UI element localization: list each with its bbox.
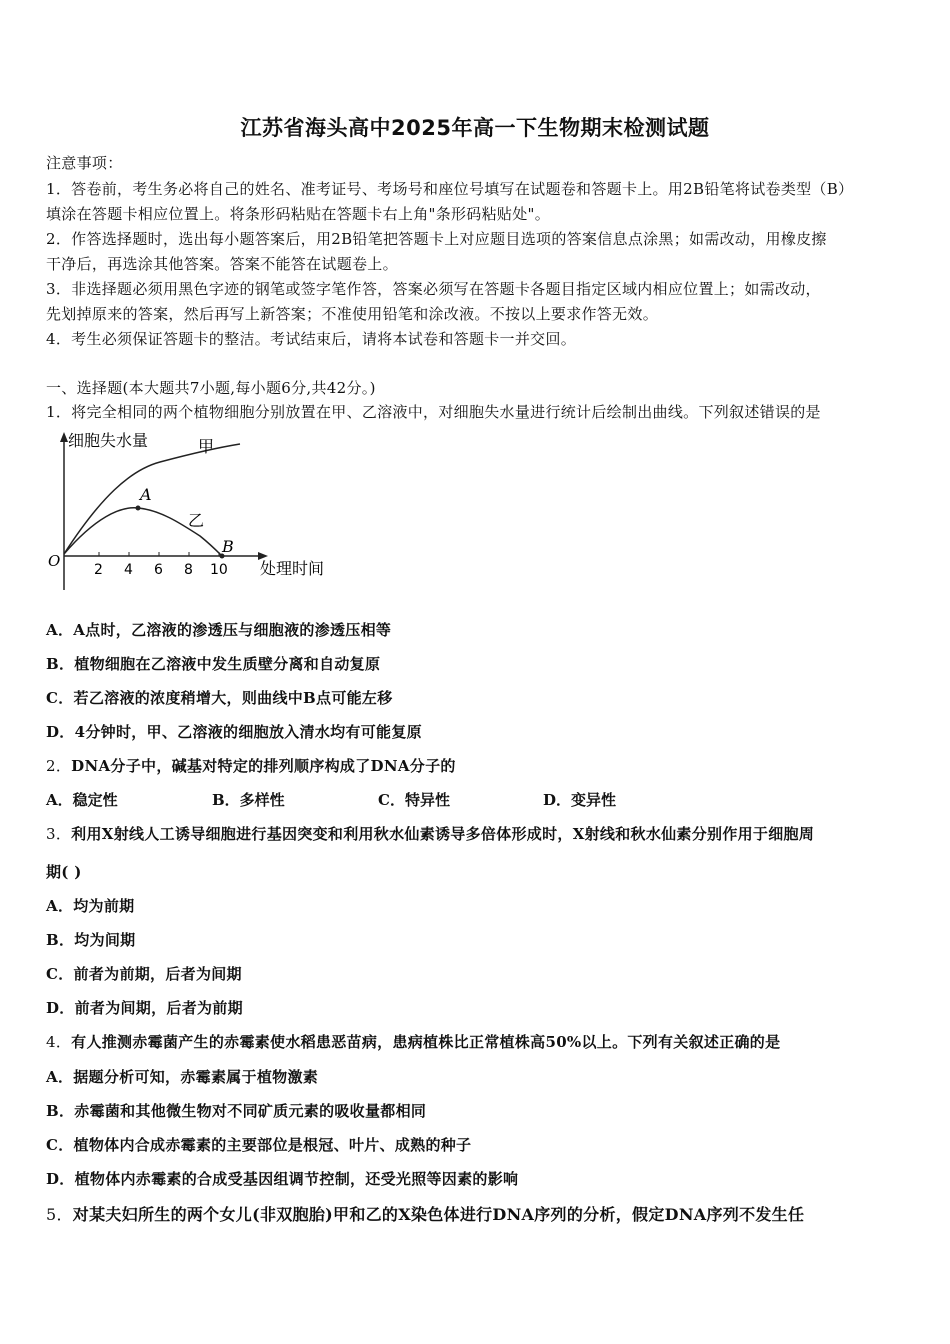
tick-label: 4 <box>124 562 133 578</box>
notice-line: 填涂在答题卡相应位置上。将条形码粘贴在答题卡右上角"条形码粘贴处"。 <box>46 205 551 223</box>
question-1-option-b: B．植物细胞在乙溶液中发生质壁分离和自动复原 <box>46 655 381 673</box>
point-a-label: A <box>140 485 152 504</box>
question-1-stem <box>46 401 821 422</box>
notice-line: 1．答卷前，考生务必将自己的姓名、准考证号、考场号和座位号填写在试题卷和答题卡上。用2B铅笔将试卷类型（B） <box>46 180 854 198</box>
question-5-stem <box>46 1202 804 1225</box>
question-text: 有人推测赤霉菌产生的赤霉素使水稻患恶苗病，患病植株比正常植株高50%以上。下列有关叙述正确的是 <box>71 1033 781 1051</box>
tick-label: 2 <box>94 562 103 578</box>
question-text: 利用X射线人工诱导细胞进行基因突变和利用秋水仙素诱导多倍体形成时，X射线和秋水仙素分别作用于细胞周 <box>71 825 815 843</box>
question-4-stem <box>46 1031 780 1052</box>
question-2-stem <box>46 755 456 776</box>
question-text: DNA分子中，碱基对特定的排列顺序构成了DNA分子的 <box>71 757 456 775</box>
notice-line: 干净后，再选涂其他答案。答案不能答在试题卷上。 <box>46 255 398 273</box>
section-heading: 一、选择题(本大题共7小题,每小题6分,共42分。) <box>46 379 376 397</box>
question-3-option-c: C．前者为前期，后者为间期 <box>46 965 242 983</box>
question-4-option-a: A．据题分析可知，赤霉素属于植物激素 <box>46 1068 319 1086</box>
question-2-option-b: B．多样性 <box>212 791 285 809</box>
tick-label: 8 <box>184 562 193 578</box>
point-a-marker <box>136 506 141 511</box>
tick-label: 6 <box>154 562 163 578</box>
question-3-stem-continued: 期( ) <box>46 863 82 881</box>
notice-line: 3．非选择题必须用黑色字迹的钢笔或签字笔作答，答案必须写在答题卡各题目指定区域内相应位置上；如需改动， <box>46 280 821 298</box>
question-number: 3． <box>46 825 72 843</box>
curve-jia-label: 甲 <box>198 437 215 456</box>
question-4-option-d: D．植物体内赤霉素的合成受基因组调节控制，还受光照等因素的影响 <box>46 1170 519 1188</box>
question-2-option-d: D．变异性 <box>543 791 617 809</box>
notice-line: 先划掉原来的答案，然后再写上新答案；不准使用铅笔和涂改液。不按以上要求作答无效。 <box>46 305 659 323</box>
question-1-option-a: A．A点时，乙溶液的渗透压与细胞液的渗透压相等 <box>46 621 392 639</box>
y-axis-label: 细胞失水量 <box>68 431 149 450</box>
x-axis-label: 处理时间 <box>260 559 325 578</box>
question-4-option-c: C．植物体内合成赤霉素的主要部位是根冠、叶片、成熟的种子 <box>46 1136 472 1154</box>
question-number: 5． <box>46 1205 73 1224</box>
question-number: 4． <box>46 1033 72 1051</box>
question-3-option-d: D．前者为间期，后者为前期 <box>46 999 243 1017</box>
question-1-option-d: D．4分钟时，甲、乙溶液的细胞放入清水均有可能复原 <box>46 723 422 741</box>
origin-label: O <box>48 552 61 570</box>
question-3-stem <box>46 823 814 844</box>
question-3-option-a: A．均为前期 <box>46 897 135 915</box>
question-text: 对某夫妇所生的两个女儿(非双胞胎)甲和乙的X染色体进行DNA序列的分析，假定DNA序列不发生任 <box>72 1205 805 1224</box>
curve-jia <box>64 444 240 554</box>
notice-line: 2．作答选择题时，选出每小题答案后，用2B铅笔把答题卡上对应题目选项的答案信息点涂黑；如需改动，用橡皮擦 <box>46 230 827 248</box>
curve-yi-label: 乙 <box>188 511 205 530</box>
notice-heading: 注意事项： <box>46 154 123 172</box>
tick-label: 10 <box>210 562 228 578</box>
question-2-option-a: A．稳定性 <box>46 791 118 809</box>
y-axis-arrow <box>60 432 68 442</box>
point-b-label: B <box>222 537 234 556</box>
exam-title: 江苏省海头高中2025年高一下生物期末检测试题 <box>240 116 710 140</box>
notice-line: 4．考生必须保证答题卡的整洁。考试结束后，请将本试卷和答题卡一并交回。 <box>46 330 577 348</box>
question-1-option-c: C．若乙溶液的浓度稍增大，则曲线中B点可能左移 <box>46 689 393 707</box>
question-text: 将完全相同的两个植物细胞分别放置在甲、乙溶液中，对细胞失水量进行统计后绘制出曲线。下列叙述错误的是 <box>71 403 821 421</box>
question-4-option-b: B．赤霉菌和其他微生物对不同矿质元素的吸收量都相同 <box>46 1102 427 1120</box>
question-number: 2． <box>46 757 72 775</box>
question-number: 1． <box>46 403 72 421</box>
water-loss-graph <box>40 428 350 598</box>
question-3-option-b: B．均为间期 <box>46 931 136 949</box>
question-2-option-c: C．特异性 <box>378 791 450 809</box>
